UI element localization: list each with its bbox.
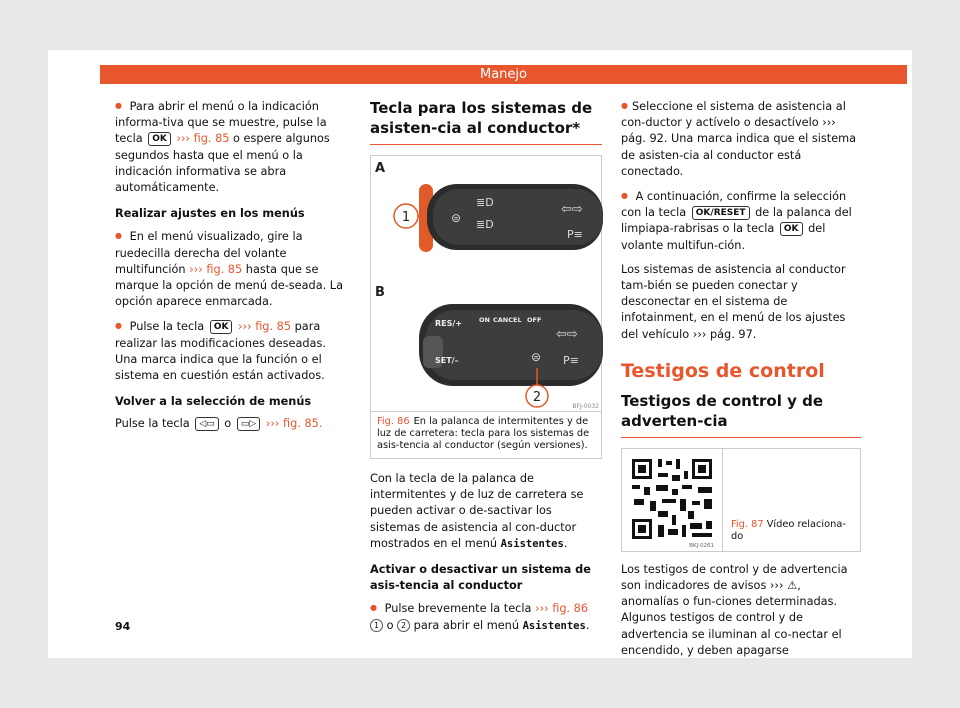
section-title: Testigos de control y de adverten-cia [621,391,861,438]
stalk-illustration-svg [371,156,603,411]
paragraph: Con la tecla de la palanca de intermitentes y de luz de carretera se pueden activar o de-sactivar los sistemas de asistencia al con-ductor mostrados en el menú Asistentes. [370,472,584,550]
turn-signal-icon: ⇦⇨ [556,327,578,342]
callout-ref-1: 1 [370,619,383,632]
svg-text:2: 2 [532,390,542,405]
parking-light-icon: P≡ [563,354,579,367]
svg-text:SET/–: SET/– [435,356,459,365]
paragraph: ● Para abrir el menú o la indicación informa-tiva que se muestre, pulse la tecla OK ››› fig. 85 o espere algunos segundos hasta que el menú o la indicación informativa se abra automáticamente. [115,98,347,196]
column-1 [115,98,347,441]
figure-reference[interactable]: ››› fig. 86 [535,602,589,616]
svg-text:BFJ-0032: BFJ-0032 [572,403,599,410]
column-2 [370,98,602,642]
light-icon: ≣D [476,218,494,231]
section-title: Tecla para los sistemas de asisten-cia al conductor* [370,98,602,145]
paragraph: ● En el menú visualizado, gire la ruedecilla derecha del volante multifunción ››› fig. 85 hasta que se marque la opción de menú de-seada. La opción aparece enmarcada. [115,228,347,310]
stalk-illustration [371,156,601,411]
paragraph: ● A continuación, confirme la selección con la tecla OK/RESET de la palanca del limpiapa-rabrisas o la tecla OK del volante multifun-ción. [621,188,861,254]
svg-text:OFF: OFF [527,316,542,324]
parking-light-icon: P≡ [567,228,583,241]
svg-text:BKJ-0261: BKJ-0261 [689,542,714,549]
paragraph: Los sistemas de asistencia al conductor tam-bién se pueden conectar y desconectar en el sistema de infotainment, en el menú de los ajustes del vehículo ››› pág. 97. [621,262,846,341]
assist-icon: ⊜ [451,211,462,225]
figure-reference[interactable]: ››› fig. 85 [238,320,292,334]
ok-key-icon: OK [210,320,233,334]
subheading: Activar o desactivar un sistema de asis-tencia al conductor [370,563,591,593]
chapter-heading: Testigos de control [621,359,825,382]
svg-text:RES/+: RES/+ [435,319,463,328]
figure-reference[interactable]: ››› fig. 85 [176,132,230,146]
paragraph: ● Pulse la tecla OK ››› fig. 85 para realizar las modificaciones deseadas. Una marca indica que la función o el sistema en cuestión están activados. [115,318,347,384]
figure-reference[interactable]: ››› fig. 85 [189,262,243,276]
section-header: Manejo [100,65,907,84]
turn-signal-icon: ⇦⇨ [561,202,583,217]
figure-reference[interactable]: ››› fig. 85. [265,417,323,431]
subheading: Volver a la selección de menús [115,395,312,409]
ok-key-icon: OK [148,132,171,146]
ok-reset-key-icon: OK/RESET [692,206,750,220]
callout-ref-2: 2 [397,619,410,632]
figure-86 [370,155,602,459]
light-icon: ≣D [476,196,494,209]
forward-key-icon: ▭▷ [237,417,260,431]
svg-text:1: 1 [401,210,411,225]
manual-page [48,50,912,658]
panel-label-b: B [375,285,385,300]
figure-87 [621,448,861,552]
subheading: Realizar ajustes en los menús [115,207,305,221]
figure-caption: Fig. 87 Vídeo relaciona-do [731,518,846,542]
paragraph: Los testigos de control y de advertencia son indicadores de avisos ››› ⚠, anomalías o fun-ciones determinadas. Algunos testigos de control y de advertencia se iluminan al co-nectar el encendido, y deben apagarse [621,562,848,657]
page-number: 94 [115,620,131,633]
svg-text:CANCEL: CANCEL [493,316,522,324]
ok-key-icon: OK [780,222,803,236]
back-key-icon: ◁▭ [195,417,218,431]
paragraph: ● Pulse brevemente la tecla ››› fig. 86 1 o 2 para abrir el menú Asistentes. [370,600,602,633]
assist-icon: ⊜ [531,350,542,364]
qr-code-icon[interactable] [622,449,723,551]
panel-label-a: A [375,161,386,176]
figure-caption: Fig. 86 En la palanca de intermitentes y de luz de carretera: tecla para los sistemas de asis-tencia al conductor (según versiones). [371,411,601,458]
paragraph: Pulse la tecla ◁▭ o ▭▷ ››› fig. 85. [115,417,323,431]
paragraph: ● Seleccione el sistema de asistencia al con-ductor y actívelo o desactívelo ››› pág. 92. Una marca indica que el sistema de asisten-cia al conductor está conectado. [621,98,861,180]
column-3 [621,98,861,667]
svg-text:ON: ON [479,316,490,324]
